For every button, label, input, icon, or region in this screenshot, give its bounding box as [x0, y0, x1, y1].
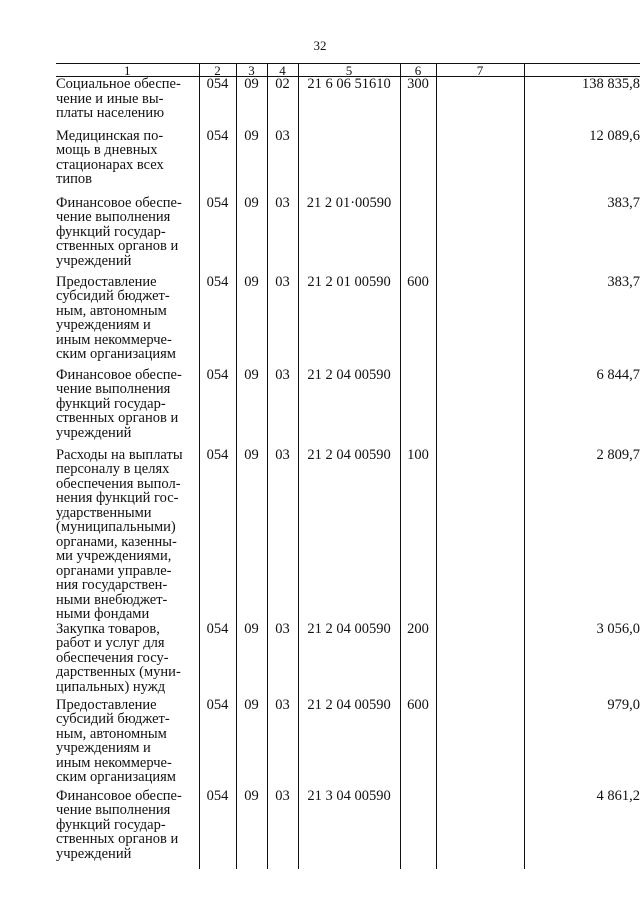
row-code-3: 09: [236, 368, 267, 448]
table-row: [56, 622, 640, 698]
row-code-2: 054: [199, 196, 236, 275]
row-code-2: 054: [199, 698, 236, 789]
row-code-2: 054: [199, 368, 236, 448]
row-col-7: [436, 368, 524, 448]
row-code-5: 21 2 04 00590: [298, 622, 400, 698]
row-code-3: 09: [236, 448, 267, 622]
table-row: [56, 77, 640, 129]
row-col-7: [436, 275, 524, 368]
row-amount: 979,0: [524, 698, 640, 789]
row-code-3: 09: [236, 622, 267, 698]
row-code-4: 03: [267, 196, 298, 275]
row-code-4: 03: [267, 622, 298, 698]
row-code-6: 300: [400, 77, 436, 129]
row-code-5: 21 2 04 00590: [298, 448, 400, 622]
row-col-7: [436, 196, 524, 275]
row-amount: 2 809,7: [524, 448, 640, 622]
row-code-2: 054: [199, 789, 236, 869]
row-col-7: [436, 698, 524, 789]
row-amount: 12 089,6: [524, 129, 640, 196]
row-code-6: 100: [400, 448, 436, 622]
row-code-6: [400, 129, 436, 196]
row-code-5: 21 2 01·00590: [298, 196, 400, 275]
row-code-3: 09: [236, 196, 267, 275]
row-code-2: 054: [199, 129, 236, 196]
row-description: Медицинская по- мощь в дневных стационарах всех типов: [56, 127, 164, 187]
row-code-5: [298, 129, 400, 196]
row-code-6: 600: [400, 275, 436, 368]
row-code-5: 21 2 04 00590: [298, 698, 400, 789]
row-code-3: 09: [236, 275, 267, 368]
row-col-7: [436, 622, 524, 698]
header-col-8: [524, 64, 640, 77]
row-description: Закупка товаров, работ и услуг для обеспечения госу- дарственных (муни- ципальных) нужд: [56, 620, 181, 695]
header-col-4: 4: [267, 64, 298, 77]
row-code-4: 03: [267, 275, 298, 368]
row-code-3: 09: [236, 129, 267, 196]
table-row: [56, 129, 640, 196]
row-code-4: 03: [267, 368, 298, 448]
row-code-5: 21 6 06 51610: [298, 77, 400, 129]
row-description: Социальное обеспе- чение и иные вы- платы населению: [56, 76, 181, 121]
row-code-3: 09: [236, 698, 267, 789]
header-col-5: 5: [298, 64, 400, 77]
row-code-6: 600: [400, 698, 436, 789]
row-description: Расходы на выплаты персоналу в целях обеспечения выпол- нения функций гос- ударственными (муниципальными) органами, казенны- ми учреждениями, органами управле- ния государствен- ными внебюджет- ными фондами: [56, 446, 183, 622]
row-code-6: 200: [400, 622, 436, 698]
row-code-5: 21 2 01 00590: [298, 275, 400, 368]
row-code-5: 21 3 04 00590: [298, 789, 400, 869]
table-row: [56, 196, 640, 275]
row-code-4: 03: [267, 448, 298, 622]
row-code-2: 054: [199, 275, 236, 368]
row-code-4: 02: [267, 77, 298, 129]
table-row: [56, 275, 640, 368]
row-description: Предоставление субсидий бюджет- ным, автономным учреждениям и иным некоммерче- ским организациям: [56, 273, 176, 362]
row-col-7: [436, 448, 524, 622]
row-col-7: [436, 789, 524, 869]
row-code-5: 21 2 04 00590: [298, 368, 400, 448]
header-col-3: 3: [236, 64, 267, 77]
row-amount: 3 056,0: [524, 622, 640, 698]
table-row: [56, 448, 640, 622]
row-description: Финансовое обеспе- чение выполнения функций государ- ственных органов и учреждений: [56, 194, 182, 269]
row-amount: 138 835,8: [524, 77, 640, 129]
row-code-4: 03: [267, 129, 298, 196]
row-amount: 383,7: [524, 275, 640, 368]
row-code-4: 03: [267, 789, 298, 869]
header-col-6: 6: [400, 64, 436, 77]
header-col-7: 7: [436, 64, 524, 77]
row-amount: 383,7: [524, 196, 640, 275]
row-amount: 4 861,2: [524, 789, 640, 869]
row-code-4: 03: [267, 698, 298, 789]
row-code-2: 054: [199, 77, 236, 129]
row-amount: 6 844,7: [524, 368, 640, 448]
row-description: Предоставление субсидий бюджет- ным, автономным учреждениям и иным некоммерче- ским организациям: [56, 696, 176, 785]
row-code-3: 09: [236, 77, 267, 129]
table-row: [56, 789, 640, 869]
row-code-2: 054: [199, 622, 236, 698]
row-description: Финансовое обеспе- чение выполнения функций государ- ственных органов и учреждений: [56, 366, 182, 441]
page-number: 32: [313, 38, 327, 53]
row-code-3: 09: [236, 789, 267, 869]
table-header-row: [56, 64, 640, 77]
table-row: [56, 698, 640, 789]
row-code-6: [400, 368, 436, 448]
row-col-7: [436, 129, 524, 196]
budget-table: [56, 63, 640, 869]
table-row: [56, 368, 640, 448]
row-code-6: [400, 789, 436, 869]
header-col-1: 1: [56, 64, 199, 77]
row-col-7: [436, 77, 524, 129]
row-code-6: [400, 196, 436, 275]
row-code-2: 054: [199, 448, 236, 622]
header-col-2: 2: [199, 64, 236, 77]
row-description: Финансовое обеспе- чение выполнения функций государ- ственных органов и учреждений: [56, 787, 182, 862]
